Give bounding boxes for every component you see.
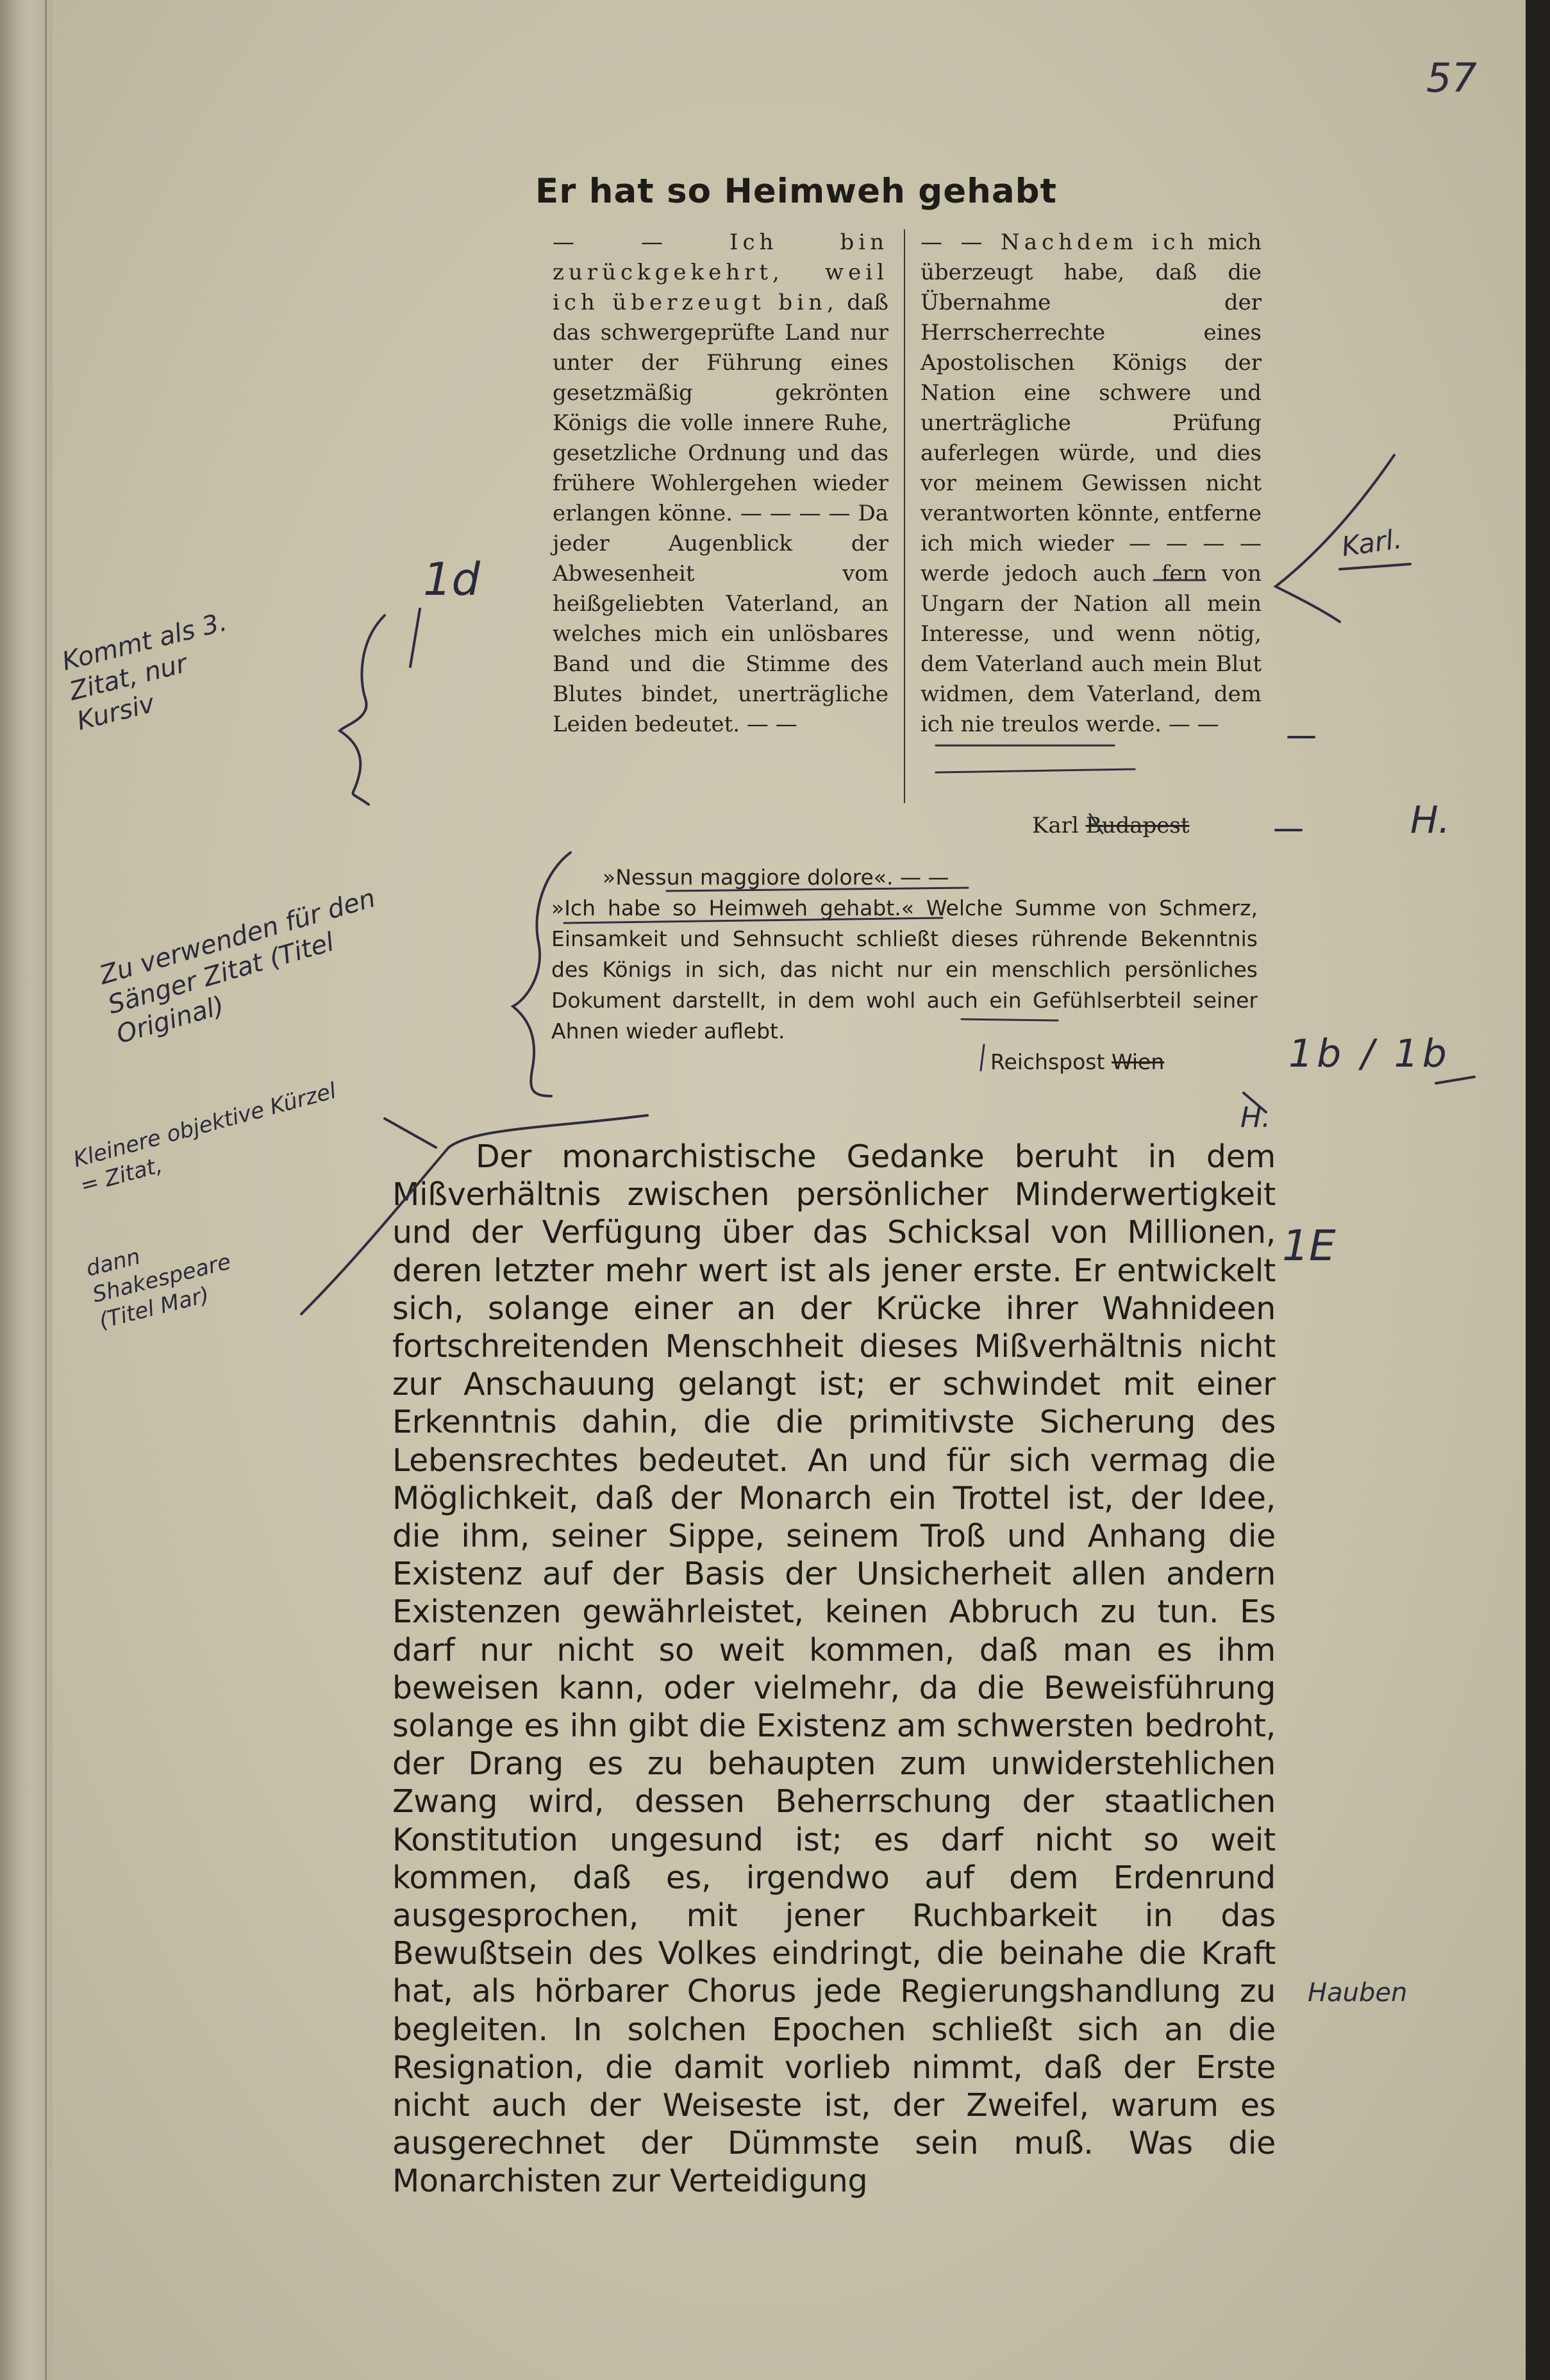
source-struck-place: Wien <box>1111 1049 1165 1074</box>
clipping-left-lead: — — Ich bin zurückgekehrt, weil ich überzeugt bin, <box>553 229 888 315</box>
margin-note-3: Kleinere objektive Kürzel = Zitat, <box>71 1078 339 1199</box>
margin-note-2: Zu verwenden für den Sänger Zitat (Titel Original) <box>96 883 379 1050</box>
clipping-right-text: mich überzeugt habe, daß die Übernahme der Herrscherrechte eines Apostolischen Königs der Nation eine schwere und unerträgliche Prüfung auferlegen würde, und dies vor meinem Gewissen nicht verantworten könnte, entferne ich mich wieder — — — — werde jedoch auch fern von Ungarn der Nation all mein Interesse, und wenn nötig, dem Vaterland auch mein Blut widmen, dem Vaterland, dem ich nie treulos werde. — — <box>921 229 1262 737</box>
margin-mark-H-2: H. <box>1240 1101 1271 1134</box>
main-text-body: Der monarchistische Gedanke beruht in dem Mißverhältnis zwischen persönlicher Minderwertigkeit und der Verfügung über das Schicksal von Millionen, deren letzter mehr wert ist als jener erste. Er entwickelt sich, solange einer an der Krücke ihrer Wahnideen fortschreitenden Menschheit dieses Mißverhältnis nicht zur Anschauung gelangt ist; er schwindet mit einer Erkenntnis dahin, die die primitivste Sicherung des Lebensrechtes bedeutet. An und für sich vermag die Möglichkeit, daß der Monarch ein Trottel ist, der Idee, die ihm, seiner Sippe, seinem Troß und Anhang die Existenz auf der Basis der Unsicherheit allen andern Existenzen gewährleistet, keinen Abbruch zu tun. Es darf nur nicht so weit kommen, daß man es ihm beweisen kann, oder vielmehr, da die Beweisführung solange es ihn gibt die Existenz am schwersten bedroht, der Drang es zu behaupten zum unwiderstehlichen Zwang wird, dessen Beherrschung der staatlichen Konstitution ungesund ist; es darf nicht so weit kommen, daß es, irgendwo auf dem Erdenrund ausgesprochen, mit jener Ruchbarkeit in das Bewußtsein des Volkes eindringt, die beinahe die Kraft hat, als hörbarer Chorus jede Regierungshandlung zu begleiten. In solchen Epochen schließt sich an die Resignation, die damit vorlieb nimmt, daß der Erste nicht auch der Weiseste ist, der Zweifel, warum es ausgerechnet der Dümmste sein muß. Was die Monarchisten zur Verteidigung <box>392 1138 1276 2200</box>
quote-opening: »Nessun maggiore dolore«. — — <box>603 865 949 890</box>
signature-struck-place: Budapest <box>1085 813 1190 838</box>
scan-dark-edge <box>1526 0 1550 2380</box>
quote-body: »Ich habe so Heimweh gehabt.« Welche Summe von Schmerz, Einsamkeit und Sehnsucht schließt dieses rührende Bekenntnis des Königs in sich, das nicht nur ein menschlich persönliches Dokument darstellt, in dem wohl auch ein Gefühlserbteil seiner Ahnen wieder auflebt. <box>551 895 1258 1044</box>
margin-note-hauben: Hauben <box>1308 1978 1408 2008</box>
clipping-right-lead: — — Nachdem ich <box>921 229 1199 255</box>
margin-mark-H-1: H. <box>1410 798 1451 842</box>
signature-name: Karl <box>1032 813 1079 838</box>
margin-note-1: Kommt als 3. Zitat, nur Kursiv <box>59 607 230 736</box>
margin-mark-1b: 1b / 1b <box>1288 1031 1451 1076</box>
page-number: 57 <box>1426 54 1477 101</box>
margin-note-karl: Karl. <box>1339 522 1404 563</box>
margin-note-4: dann Shakespeare (Titel Mar) <box>83 1244 234 1335</box>
source-name: Reichspost <box>990 1049 1105 1074</box>
margin-mark-1E: 1E <box>1282 1221 1336 1270</box>
margin-mark-1d: 1d <box>423 553 480 606</box>
clipping-title: Er hat so Heimweh gehabt <box>535 172 1057 211</box>
clipping-left-text: daß das schwergeprüfte Land nur unter der Führung eines gesetzmäßig gekrönten Königs die volle innere Ruhe, gesetzliche Ordnung und das frühere Wohlergehen wieder erlangen könne. — — — — Da jeder Augenblick der Abwesenheit vom heißgeliebten Vaterland, an welches mich ein unlösbares Band und die Stimme des Blutes bindet, unerträgliche Leiden bedeutet. — — <box>553 290 889 737</box>
